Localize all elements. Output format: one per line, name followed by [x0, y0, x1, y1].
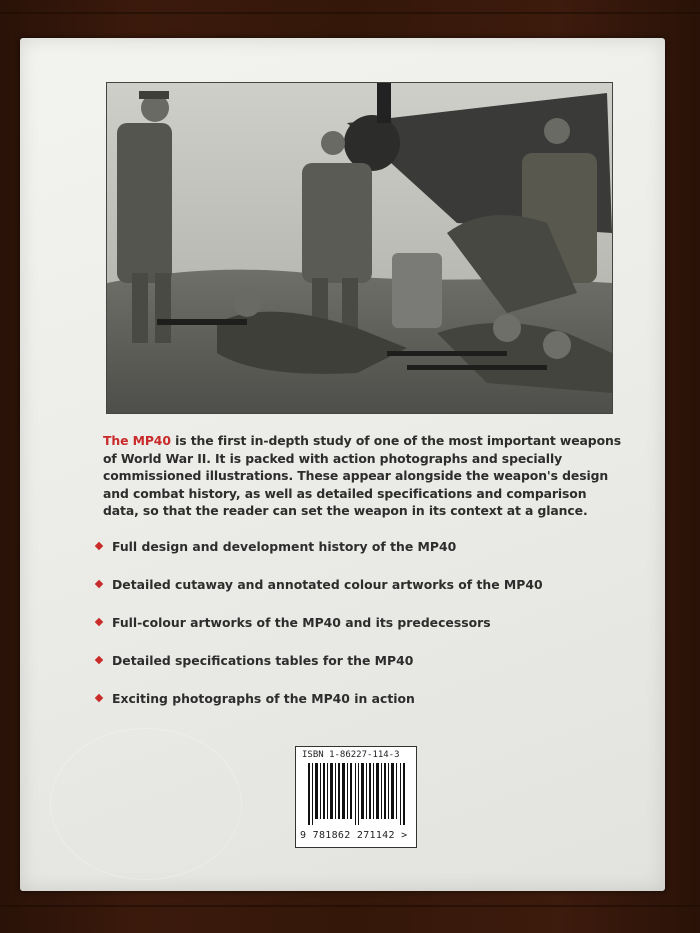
isbn-barcode [295, 746, 417, 848]
soldiers-photo-illustration [107, 83, 612, 413]
dust-jacket-reflection [50, 728, 242, 880]
feature-item [96, 577, 616, 615]
title-highlight: The MP40 [103, 433, 171, 448]
feature-text: Full-colour artworks of the MP40 and its predecessors [112, 615, 491, 630]
feature-item [96, 539, 616, 577]
feature-item [96, 615, 616, 653]
description-paragraph [103, 432, 623, 520]
feature-text: Full design and development history of the MP40 [112, 539, 457, 554]
bullet-diamond-icon [95, 580, 103, 588]
feature-list [96, 539, 616, 729]
bullet-diamond-icon [95, 542, 103, 550]
bullet-diamond-icon [95, 656, 103, 664]
wood-grain [0, 12, 700, 14]
cover-photo [106, 82, 613, 414]
wood-grain [0, 905, 700, 907]
book-back-cover [20, 38, 665, 891]
feature-text: Exciting photographs of the MP40 in action [112, 691, 415, 706]
description-text: is the first in-depth study of one of the most important weapons of World War II. It is packed with action photographs and specially commissioned illustrations. These appear alongside the weapon's design and combat history, as well as detailed specifications and comparison data, so that the reader can set the weapon in its context at a glance. [103, 433, 621, 518]
isbn-number: ISBN 1-86227-114-3 [302, 750, 400, 760]
feature-text: Detailed cutaway and annotated colour artworks of the MP40 [112, 577, 543, 592]
feature-item [96, 653, 616, 691]
feature-item [96, 691, 616, 729]
barcode-bars-icon [308, 763, 406, 825]
barcode-digits: 9 781862 271142 > [300, 830, 408, 841]
bullet-diamond-icon [95, 694, 103, 702]
feature-text: Detailed specifications tables for the MP40 [112, 653, 414, 668]
bullet-diamond-icon [95, 618, 103, 626]
